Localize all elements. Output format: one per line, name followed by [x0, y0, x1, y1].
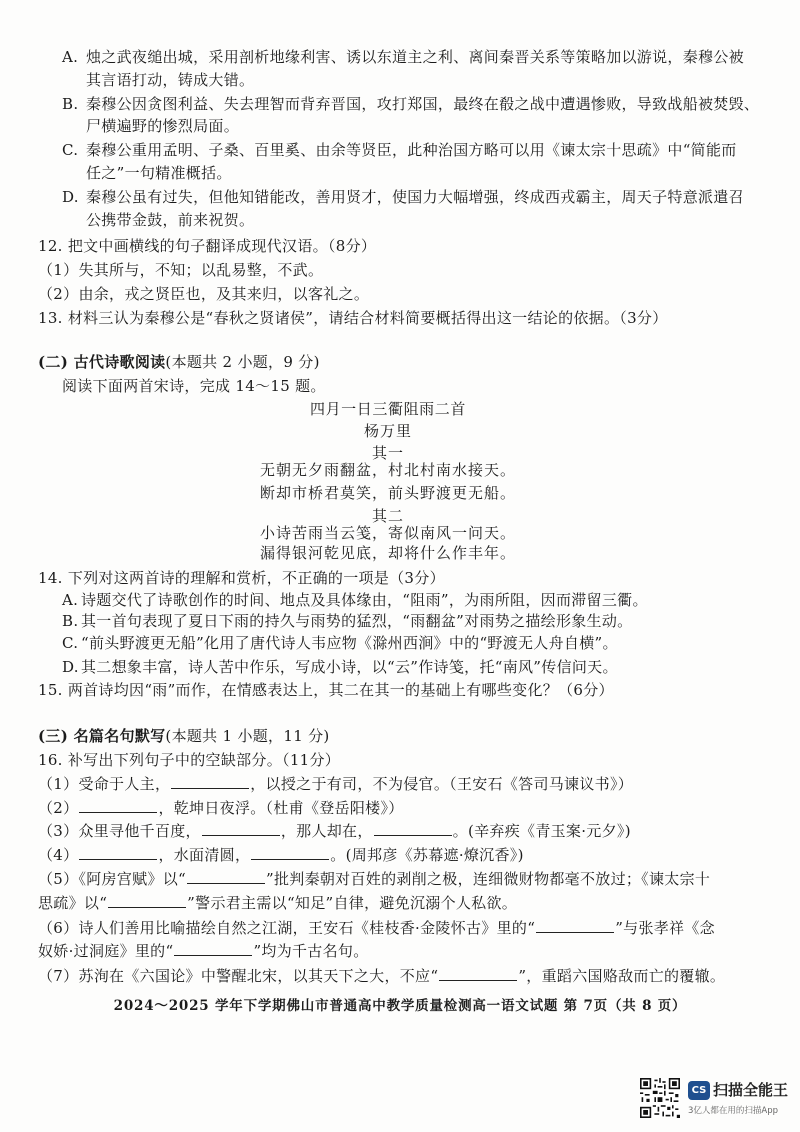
- poem-part-label: 其一: [371, 444, 404, 462]
- section2-heading: [38, 352, 320, 372]
- qr-code-icon: [640, 1078, 680, 1118]
- option-label: B.: [62, 95, 79, 113]
- q12-item-1: （1）失其所与，不知；以乱易整，不武。: [38, 261, 324, 279]
- item-text: 。(辛弃疾《青玉案·元夕》): [452, 822, 631, 840]
- option-text: “前头野渡更无船”化用了唐代诗人韦应物《滁州西涧》中的“野渡无人舟自横”。: [81, 634, 618, 652]
- option-label: D.: [62, 658, 79, 676]
- scanner-tagline: 3亿人都在用的扫描App: [688, 1106, 779, 1116]
- option-label: C.: [62, 634, 79, 652]
- answer-blank: [439, 966, 517, 981]
- item-text: 奴娇·过洞庭》里的“: [38, 942, 174, 960]
- q12-stem: 12. 把文中画横线的句子翻译成现代汉语。（8分）: [38, 237, 377, 255]
- q16-item-7: [38, 966, 725, 986]
- q12-item-2: （2）由余，戎之贤臣也，及其来归，以客礼之。: [38, 285, 370, 303]
- item-text: ，以授之于有司，不为侵官。（王安石《答司马谏议书》）: [250, 775, 634, 793]
- option-label: C.: [62, 141, 79, 159]
- option-text: 其二想象丰富，诗人苦中作乐，写成小诗，以“云”作诗笺，托“南风”传信问天。: [81, 658, 618, 676]
- option-text: 其一首句表现了夏日下雨的持久与雨势的猛烈，“雨翻盆”对雨势之描绘形象生动。: [81, 612, 633, 630]
- answer-blank: [79, 845, 157, 860]
- section-title: (三) 名篇名句默写: [38, 727, 166, 745]
- item-text: 思疏》以“: [38, 894, 108, 912]
- section2-instruction: 阅读下面两首宋诗，完成 14～15 题。: [62, 377, 326, 395]
- q11-option-d-continued: 公携带金鼓，前来祝贺。: [86, 211, 255, 229]
- poem-title: 四月一日三衢阻雨二首: [309, 400, 466, 418]
- q16-item-6: [38, 918, 715, 938]
- q16-item-1: [38, 774, 633, 794]
- q16-item-5-continued: [38, 893, 517, 913]
- poem-author: 杨万里: [363, 422, 412, 440]
- poem-line: 断却市桥君莫笑，前头野渡更无船。: [259, 484, 516, 502]
- q11-option-c: [62, 140, 737, 160]
- q15-stem: 15. 两首诗均因“雨”而作，在情感表达上，其二在其一的基础上有哪些变化？（6分）: [38, 681, 614, 699]
- answer-blank: [171, 774, 249, 789]
- q14-option-b: [62, 611, 632, 631]
- item-text: ，乾坤日夜浮。（杜甫《登岳阳楼》）: [158, 799, 404, 817]
- item-text: （7）苏洵在《六国论》中警醒北宋，以其天下之大，不应“: [38, 967, 439, 985]
- item-text: （4）: [38, 846, 79, 864]
- item-text: 。(周邦彦《苏幕遮·燎沉香》): [330, 846, 524, 864]
- q16-item-5: [38, 869, 710, 889]
- item-text: ，那人却在，: [280, 822, 373, 840]
- item-text: （2）: [38, 799, 79, 817]
- item-text: （5）《阿房宫赋》以“: [38, 870, 187, 888]
- option-text: 烛之武夜缒出城，采用剖析地缘利害、诱以东道主之利、离间秦晋关系等策略加以游说，秦穆公被: [86, 48, 744, 66]
- q16-stem: 16. 补写出下列句子中的空缺部分。（11分）: [38, 751, 341, 769]
- option-text: 诗题交代了诗歌创作的时间、地点及具体缘由，“阻雨”，为雨所阻，因而滞留三衢。: [81, 591, 648, 609]
- q11-option-b-continued: 尸横遍野的惨烈局面。: [86, 117, 240, 135]
- answer-blank: [174, 941, 252, 956]
- q16-item-6-continued: [38, 941, 369, 961]
- scanner-app-name: 扫描全能王: [713, 1081, 789, 1099]
- poem-line: 小诗苦雨当云笺，寄似南风一问天。: [259, 524, 516, 542]
- q11-option-c-continued: 任之”一句精准概括。: [86, 164, 232, 182]
- q16-item-3: [38, 821, 631, 841]
- q14-stem: 14. 下列对这两首诗的理解和赏析，不正确的一项是（3分）: [38, 569, 445, 587]
- item-text: （6）诗人们善用比喻描绘自然之江湖，王安石《桂枝香·金陵怀古》里的“: [38, 919, 536, 937]
- item-text: ”与张孝祥《念: [615, 919, 715, 937]
- section-note: (本题共 1 小题，11 分): [165, 727, 330, 745]
- q11-option-b: [62, 94, 759, 114]
- option-label: A.: [62, 48, 79, 66]
- q13-stem: 13. 材料三认为秦穆公是“春秋之贤诸侯”，请结合材料简要概括得出这一结论的依据。（3分）: [38, 309, 668, 327]
- q16-item-4: [38, 845, 524, 865]
- q11-option-a: [62, 47, 744, 67]
- item-text: ”警示君主需以“知足”自律，避免沉溺个人私欲。: [187, 894, 518, 912]
- q14-option-a: [62, 590, 648, 610]
- q11-option-d: [62, 187, 744, 207]
- answer-blank: [79, 798, 157, 813]
- q14-option-c: [62, 633, 618, 653]
- item-text: ”均为千古名句。: [253, 942, 369, 960]
- option-text: 秦穆公因贪图利益、失去理智而背弃晋国，攻打郑国，最终在殽之战中遭遇惨败，导致战船被焚毁、: [86, 95, 760, 113]
- answer-blank: [374, 821, 452, 836]
- q16-item-2: [38, 798, 404, 818]
- option-label: A.: [62, 591, 79, 609]
- item-text: ，水面清圆，: [158, 846, 251, 864]
- poem-line: 漏得银河乾见底，却将什么作丰年。: [259, 544, 516, 562]
- item-text: （1）受命于人主，: [38, 775, 171, 793]
- item-text: ”批判秦朝对百姓的剥削之极，连细微财物都毫不放过；《谏太宗十: [266, 870, 711, 888]
- option-text: 秦穆公虽有过失，但他知错能改，善用贤才，使国力大幅增强，终成西戎霸主，周天子特意派遣召: [86, 188, 744, 206]
- answer-blank: [202, 821, 280, 836]
- scanner-logo-icon: CS: [688, 1081, 710, 1100]
- poem-line: 无朝无夕雨翻盆，村北村南水接天。: [259, 461, 516, 479]
- answer-blank: [251, 845, 329, 860]
- answer-blank: [536, 918, 614, 933]
- item-text: ”，重蹈六国赂敌而亡的覆辙。: [518, 967, 726, 985]
- option-text: 秦穆公重用孟明、子桑、百里奚、由余等贤臣，此种治国方略可以用《谏太宗十思疏》中“简能而: [86, 141, 737, 159]
- section-note: (本题共 2 小题，9 分): [165, 353, 320, 371]
- section3-heading: [38, 726, 330, 746]
- q14-option-d: [62, 657, 618, 677]
- page-footer: 2024～2025 学年下学期佛山市普通高中教学质量检测高一语文试题 第 7页（共 8 页）: [113, 998, 687, 1014]
- section-title: (二) 古代诗歌阅读: [38, 353, 166, 371]
- option-label: D.: [62, 188, 79, 206]
- poem-part-label: 其二: [371, 507, 404, 525]
- item-text: （3）众里寻他千百度，: [38, 822, 201, 840]
- answer-blank: [108, 893, 186, 908]
- answer-blank: [187, 869, 265, 884]
- option-label: B.: [62, 612, 79, 630]
- q11-option-a-continued: 其言语打动，铸成大错。: [86, 71, 255, 89]
